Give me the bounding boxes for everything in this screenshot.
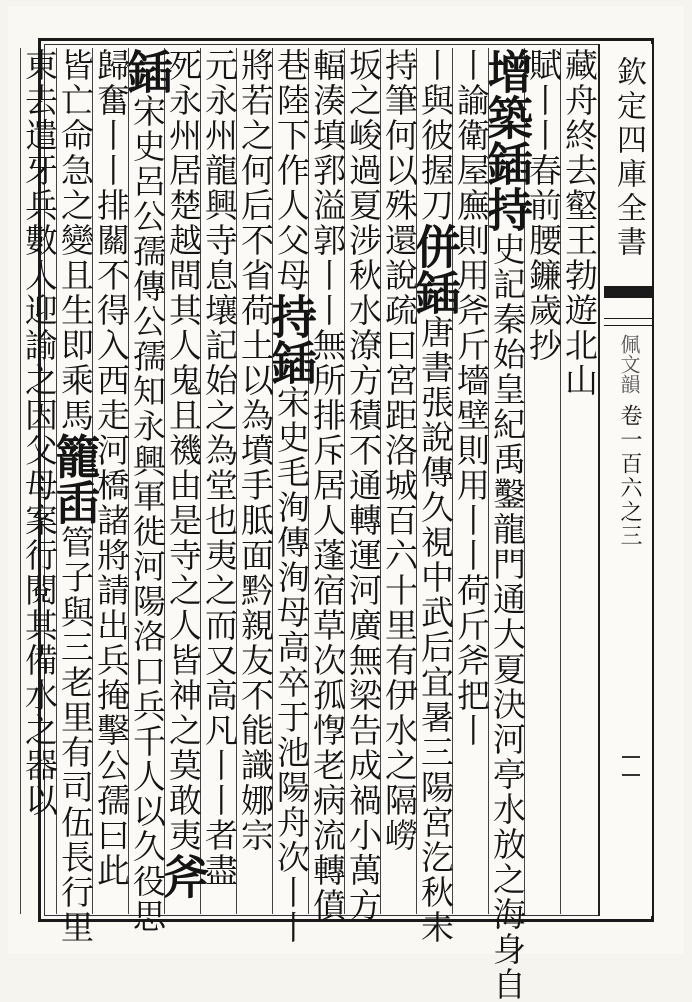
lower-margin-mark — [622, 756, 640, 776]
text-column-3 — [480, 48, 534, 1002]
text-column-8 — [308, 48, 347, 923]
text-column-5 — [408, 48, 462, 945]
column-rule — [20, 48, 21, 914]
column-text: 史記 — [488, 232, 527, 302]
headword: 鍤 — [408, 269, 462, 315]
column-text: 唐書張說傳久視中武后宜暑三陽宮汔秋未 — [416, 315, 455, 945]
headword: 持 — [264, 293, 318, 339]
fish-tail-rule — [604, 318, 652, 326]
column-text: 秦始皇紀禹鑿龍門通大夏決河亭水放之海身自 — [488, 302, 527, 1002]
headword: 鍤 — [264, 339, 318, 385]
column-text: 輻湊填郛溢郭丨丨無所排斥居人蓬宿草次孤惸老病流轉僨 — [308, 48, 347, 923]
headword: 增 — [480, 48, 534, 94]
column-text: 死永州居楚越間其人鬼且禨由是寺之人皆神之莫敢夷 — [164, 48, 203, 853]
column-text: 歸奮丨丨排關不得入西走河橋諸將請出兵掩擊公孺曰此 — [92, 48, 131, 888]
column-text: 坂之峻過夏涉秋水潦方積不通轉運河廣無梁告成禍小萬方 — [344, 48, 383, 923]
column-text: 皆亡命急之變且生即乘馬 — [56, 48, 95, 433]
column-text: 因父母案行閱其備水之器以 — [20, 398, 59, 818]
text-column-10 — [236, 48, 275, 914]
text-column-16 — [20, 48, 59, 914]
book-title: 欽定四庫全書 — [611, 56, 646, 260]
text-column-6 — [380, 48, 419, 914]
text-column-12 — [156, 48, 210, 914]
column-text: 宋史呂公孺傳公孺知永興軍徙河陽洛口兵千人以久役思 — [128, 94, 167, 934]
headword: 鍤 — [480, 140, 534, 186]
text-column-9 — [264, 48, 318, 945]
column-text: 宋史毛洵傳洵母高卒于池陽舟次丨丨 — [272, 385, 311, 945]
text-column-13 — [120, 48, 174, 934]
column-text: 巷陸下作人父母 — [272, 48, 311, 293]
headword: 籠 — [48, 433, 102, 479]
headword: 鍤 — [120, 48, 174, 94]
column-text: 持筆何以殊 — [380, 48, 419, 223]
text-column-7 — [344, 48, 383, 923]
text-column-11 — [200, 48, 239, 914]
volume-label: 卷一百六之三 — [617, 404, 642, 548]
column-text: 藏舟終去壑王勃遊北山 — [560, 48, 599, 398]
column-text: 丨諭衛屋廡則用斧斤墻壁則用丨丨荷斤斧把丨 — [452, 48, 491, 748]
column-text: 東去遣牙兵數人迎諭之 — [20, 48, 59, 398]
headword: 斧 — [156, 853, 210, 899]
column-text: 將若之何后不省 — [236, 48, 275, 293]
text-column-15 — [48, 48, 102, 945]
fish-tail-mark — [604, 286, 652, 298]
column-text: 荷土以為墳手胝面黔親友不能識娜宗 — [236, 293, 275, 853]
column-text: 管子與三老里有司伍長行里 — [56, 525, 95, 945]
column-text: 丨與彼握刀 — [416, 48, 455, 223]
column-text: 賦丨丨春前腰鐮歲抄 — [524, 48, 563, 363]
headword: 持 — [480, 186, 534, 232]
headword: 併 — [408, 223, 462, 269]
section-marker: 佩文韻 — [617, 334, 641, 394]
headword: 築 — [480, 94, 534, 140]
column-text: 還說疏曰宮距洛城百六十里有伊水之隔嶗 — [380, 223, 419, 853]
column-text: 元永州龍興寺息壤記始之為堂也夷之而又高凡丨丨者盡 — [200, 48, 239, 888]
text-column-4 — [452, 48, 491, 914]
text-column-1 — [560, 48, 599, 914]
headword: 臿 — [48, 479, 102, 525]
